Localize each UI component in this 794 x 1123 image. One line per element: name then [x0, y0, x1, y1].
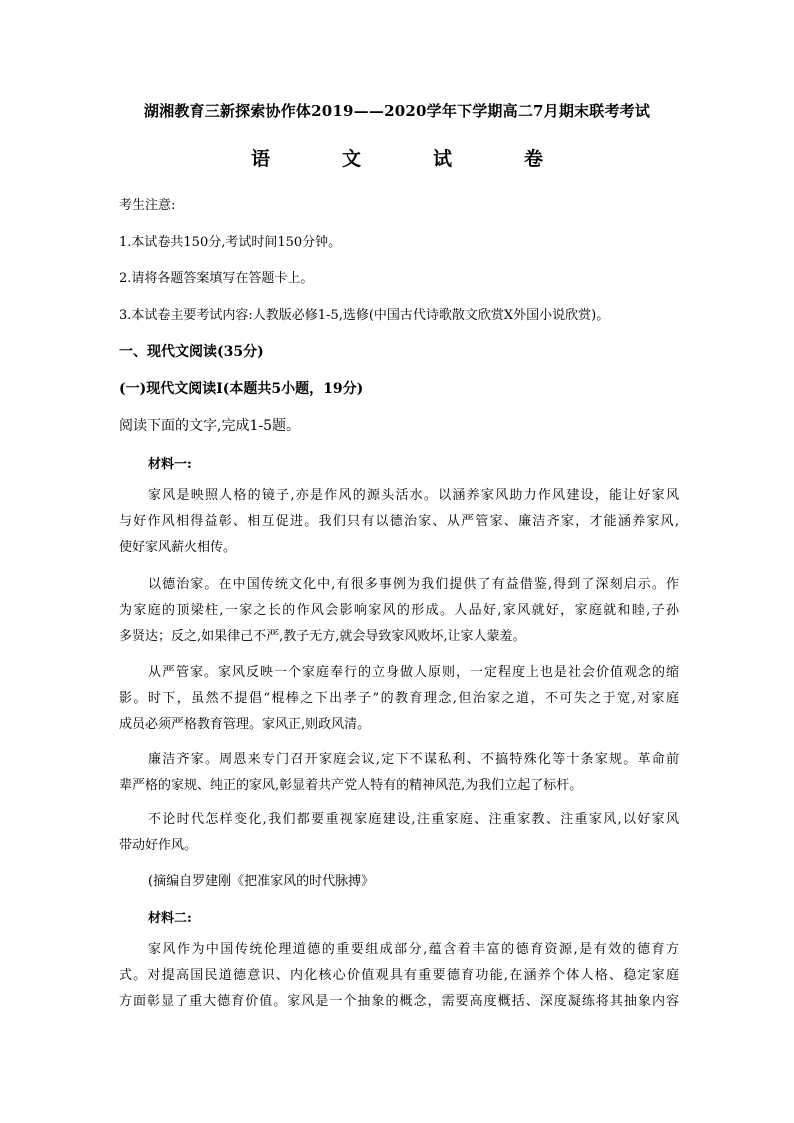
material-1-label: 材料一:: [148, 457, 192, 472]
text-line: 家风作为中国传统伦理道德的重要组成部分,蕴含着丰富的德育资源,是有效的德育方: [148, 942, 679, 957]
text-line: 家风是映照人格的镜子,亦是作风的源头活水。以涵养家风助力作风建设，能让好家风: [148, 488, 679, 503]
text-line: 廉洁齐家。周恩来专门召开家庭会议,定下不谋私利、不搞特殊化等十条家规。革命前: [148, 752, 679, 767]
exam-title: 湖湘教育三新探索协作体2019——2020学年下学期高二7月期末联考考试: [143, 102, 651, 120]
text-line: 使好家风薪火相传。: [119, 540, 237, 555]
material-1-paragraph-5: [119, 807, 679, 859]
text-line: 从严管家。家风反映一个家庭奉行的立身做人原则，一定程度上也是社会价值观念的缩: [148, 665, 679, 680]
text-line: 成员必须严格教育管理。家风正,则政风清。: [119, 717, 371, 732]
material-1-paragraph-2: [119, 572, 679, 650]
material-2-paragraph-1: [119, 937, 679, 1015]
material-1-source: (摘编自罗建刚《把准家风的时代脉搏》: [148, 874, 375, 889]
material-1-paragraph-3: [119, 660, 679, 738]
exam-subtitle: 语文试卷: [250, 148, 615, 170]
text-line: 与好作风相得益彰、相互促进。我们只有以德治家、从严管家、廉洁齐家，才能涵养家风,: [119, 514, 679, 529]
material-1-paragraph-1: [119, 483, 679, 561]
material-1-paragraph-4: [119, 747, 679, 799]
text-line: 方面彰显了重大德育价值。家风是一个抽象的概念，需要高度概括、深度凝练将其抽象内容: [119, 994, 679, 1009]
notes-item-3: 3.本试卷主要考试内容:人教版必修1-5,选修(中国古代诗歌散文欣赏X外国小说欣赏)。: [119, 308, 610, 323]
text-line: 不论时代怎样变化,我们都要重视家庭建设,注重家庭、注重家教、注重家风,以好家风: [148, 812, 679, 827]
text-line: 为家庭的顶梁柱,一家之长的作风会影响家风的形成。人品好,家风就好，家庭就和睦,子孙: [119, 603, 679, 618]
notes-item-1: 1.本试卷共150分,考试时间150分钟。: [119, 235, 342, 250]
reading-instruction: 阅读下面的文字,完成1-5题。: [119, 418, 300, 434]
notes-item-2: 2.请将各题答案填写在答题卡上。: [119, 271, 314, 286]
text-line: 影。时下，虽然不提倡“棍棒之下出孝子”的教育理念,但治家之道，不可失之于宽,对家庭: [119, 691, 679, 706]
material-2-label: 材料二:: [148, 911, 192, 926]
sub-section-heading: (一)现代文阅读Ⅰ(本题共5小题，19分): [119, 381, 364, 397]
text-line: 辈严格的家规、纯正的家风,彰显着共产党人特有的精神风范,为我们立起了标杆。: [119, 778, 583, 793]
text-line: 带动好作风。: [119, 838, 198, 853]
section-heading: 一、现代文阅读(35分): [119, 344, 264, 360]
text-line: 式。对提高国民道德意识、内化核心价值观具有重要德育功能,在涵养个体人格、稳定家庭: [119, 968, 679, 983]
text-line: 多贤达；反之,如果律己不严,教子无方,就会导致家风败坏,让家人蒙羞。: [119, 629, 526, 644]
notes-heading: 考生注意:: [119, 198, 176, 213]
text-line: 以德治家。在中国传统文化中,有很多事例为我们提供了有益借鉴,得到了深刻启示。作: [148, 577, 679, 592]
